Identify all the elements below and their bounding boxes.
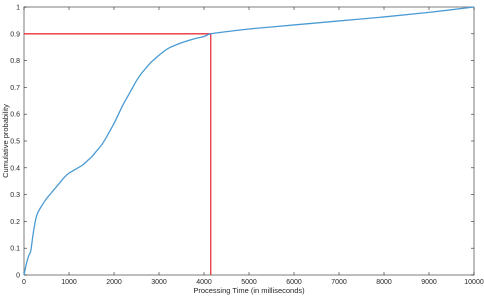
x-tick-label: 6000 [286,279,302,286]
x-tick-label: 4000 [196,279,212,286]
x-tick-label: 9000 [421,279,437,286]
x-tick-label: 2000 [106,279,122,286]
x-tick-label: 5000 [241,279,257,286]
x-tick-label: 3000 [151,279,167,286]
x-axis-label: Processing Time (in milliseconds) [193,286,305,295]
y-tick-label: 0.1 [10,245,20,253]
series-layer [24,7,474,275]
y-tick-label: 0.7 [10,84,20,92]
axes [10,5,484,287]
y-tick-label: 1 [16,4,20,12]
y-tick-label: 0.5 [10,138,20,146]
x-tick-label: 10000 [464,279,484,286]
y-tick-label: 0.2 [10,218,20,226]
x-tick-label: 7000 [331,279,347,286]
y-tick-label: 0.9 [10,31,20,39]
y-tick-label: 0.3 [10,192,20,200]
x-tick-label: 8000 [376,279,392,286]
y-tick-label: 0.4 [10,165,20,173]
x-tick-label: 0 [22,279,26,286]
plot-frame [24,7,474,275]
y-axis-label: Cumulative probability [1,104,10,178]
reference-lines [24,34,211,275]
y-tick-label: 0.8 [10,58,20,66]
series-line [24,7,474,275]
y-tick-label: 0 [16,272,20,280]
x-tick-label: 1000 [61,279,77,286]
y-tick-label: 0.6 [10,111,20,119]
